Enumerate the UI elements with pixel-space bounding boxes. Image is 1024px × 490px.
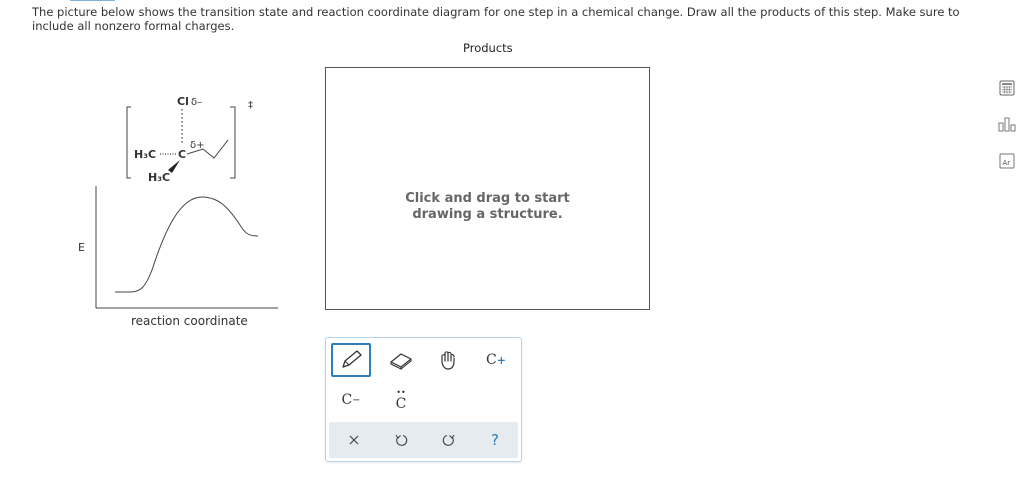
- undo-button[interactable]: [381, 422, 421, 458]
- double-dagger: ‡: [248, 100, 253, 111]
- element-ar-button[interactable]: [997, 151, 1017, 171]
- cl-charge: δ–: [191, 97, 203, 108]
- help-icon: ?: [491, 431, 499, 449]
- carbanion-minus: −: [352, 394, 361, 406]
- carbocation-plus: +: [496, 353, 506, 367]
- redo-button[interactable]: [429, 422, 469, 458]
- periodic-table-icon: [999, 80, 1015, 96]
- energy-curve: [115, 197, 258, 292]
- element-ar-icon: [999, 153, 1015, 169]
- drawing-canvas[interactable]: [325, 67, 650, 310]
- clear-button[interactable]: [334, 422, 374, 458]
- drawing-toolbar: [325, 337, 522, 462]
- eraser-tool[interactable]: [381, 343, 421, 377]
- undo-icon: [394, 433, 408, 447]
- h3c-left: H₃C: [134, 148, 157, 161]
- energy-label: E: [78, 241, 85, 254]
- carbanion-button[interactable]: [331, 383, 371, 417]
- help-button[interactable]: [475, 422, 515, 458]
- carbene-button[interactable]: [381, 383, 421, 417]
- c-charge: δ+: [190, 140, 205, 151]
- products-label: Products: [463, 41, 513, 55]
- right-bracket: [230, 107, 235, 178]
- periodic-table-button[interactable]: [997, 78, 1017, 98]
- clear-icon: [348, 434, 360, 446]
- h3c-bottom: H₃C: [148, 171, 171, 184]
- redo-icon: [442, 433, 456, 447]
- left-bracket: [127, 107, 131, 178]
- top-accent-line: [70, 0, 115, 1]
- question-prompt: The picture below shows the transition state and reaction coordinate diagram for one step in a chemical change. Draw all the products of this step. Make sure to include all nonzero formal charges.: [32, 5, 960, 33]
- element-ar-label: Ar: [1002, 159, 1011, 167]
- canvas-hint-line-2: drawing a structure.: [412, 207, 563, 222]
- c-atom: C: [178, 148, 187, 161]
- carbene-dots: ••: [396, 388, 406, 397]
- carbocation-button[interactable]: [476, 343, 516, 377]
- bar-chart-icon: [998, 116, 1016, 132]
- eraser-icon: [388, 350, 414, 370]
- reaction-coordinate-label: reaction coordinate: [131, 314, 248, 328]
- canvas-hint-line-1: Click and drag to start: [405, 191, 570, 206]
- reaction-diagram: [70, 90, 290, 320]
- pencil-tool[interactable]: [331, 343, 371, 377]
- toolbar-bottom-bar: [329, 422, 518, 458]
- carbocation-label: C: [486, 352, 497, 368]
- hand-icon: [437, 349, 459, 371]
- bar-chart-button[interactable]: [997, 114, 1017, 134]
- carbene-label: C: [395, 396, 407, 412]
- canvas-hint: [326, 191, 649, 223]
- hand-tool[interactable]: [428, 343, 468, 377]
- carbanion-label: C: [341, 392, 353, 408]
- pencil-icon: [338, 349, 364, 371]
- wedge-bond: [168, 160, 180, 173]
- cl-atom: Cl: [177, 95, 189, 108]
